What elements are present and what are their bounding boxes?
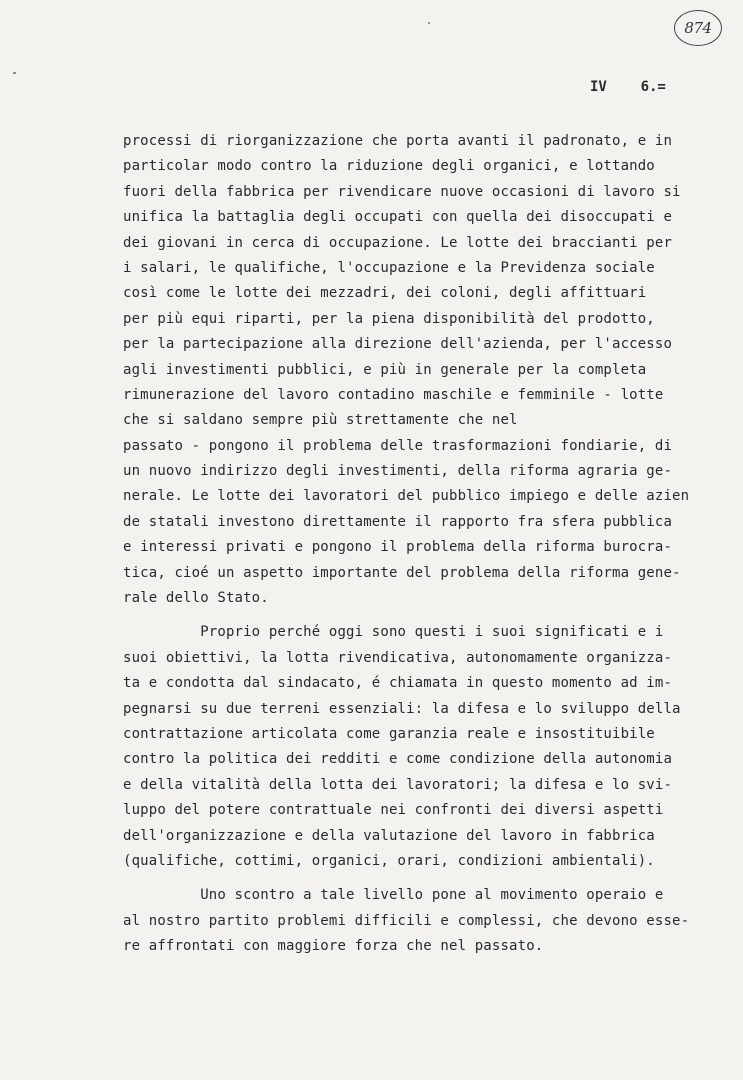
text-line: fuori della fabbrica per rivendicare nuove occasioni di lavoro si	[123, 183, 681, 200]
text-line: i salari, le qualifiche, l'occupazione e la Previdenza sociale	[123, 259, 655, 276]
text-line: contro la politica dei redditi e come condizione della autonomia	[123, 751, 673, 768]
text-line: pegnarsi su due terreni essenziali: la difesa e lo sviluppo della	[123, 700, 681, 717]
text-line: che si saldano sempre più strettamente che nel	[123, 412, 518, 429]
text-line: rimunerazione del lavoro contadino maschile e femminile - lotte	[123, 386, 664, 403]
text-line: re affrontati con maggiore forza che nel passato.	[123, 938, 544, 955]
scan-speck	[428, 22, 430, 24]
text-line: agli investimenti pubblici, e più in generale per la completa	[123, 361, 647, 378]
text-line: per più equi riparti, per la piena disponibilità del prodotto,	[123, 310, 655, 327]
text-line: nerale. Le lotte dei lavoratori del pubblico impiego e delle azien	[123, 488, 690, 505]
text-line: suoi obiettivi, la lotta rivendicativa, autonomamente organizza-	[123, 649, 673, 666]
text-line: tica, cioé un aspetto importante del problema della riforma gene-	[123, 564, 681, 581]
paragraph-gap	[123, 611, 713, 620]
text-line: rale dello Stato.	[123, 590, 269, 607]
text-line: un nuovo indirizzo degli investimenti, della riforma agraria ge-	[123, 463, 673, 480]
text-line: processi di riorganizzazione che porta avanti il padronato, e in	[123, 133, 673, 149]
text-line: particolar modo contro la riduzione degli organici, e lottando	[123, 158, 655, 175]
text-line: Uno scontro a tale livello pone al movimento operaio e	[123, 887, 664, 904]
text-line: Proprio perché oggi sono questi i suoi significati e i	[123, 624, 664, 641]
text-line: luppo del potere contrattuale nei confronti dei diversi aspetti	[123, 802, 664, 819]
text-line: unifica la battaglia degli occupati con quella dei disoccupati e	[123, 209, 673, 226]
text-line: ta e condotta dal sindacato, é chiamata in questo momento ad im-	[123, 675, 673, 692]
text-line: passato - pongono il problema delle trasformazioni fondiarie, di	[123, 437, 673, 454]
text-line: così come le lotte dei mezzadri, dei coloni, degli affittuari	[123, 285, 647, 302]
paragraph-gap	[123, 874, 713, 883]
text-line: per la partecipazione alla direzione dell'azienda, per l'accesso	[123, 336, 673, 353]
document-body	[123, 129, 713, 960]
scan-speck	[13, 72, 16, 74]
text-line: dei giovani in cerca di occupazione. Le lotte dei braccianti per	[123, 234, 673, 251]
text-line: al nostro partito problemi difficili e complessi, che devono esse-	[123, 912, 690, 929]
text-line: e della vitalità della lotta dei lavoratori; la difesa e lo svi-	[123, 776, 673, 793]
text-line: (qualifiche, cottimi, organici, orari, condizioni ambientali).	[123, 852, 655, 869]
text-line: e interessi privati e pongono il problema della riforma burocra-	[123, 539, 673, 556]
text-line: de statali investono direttamente il rapporto fra sfera pubblica	[123, 513, 673, 530]
text-line: dell'organizzazione e della valutazione del lavoro in fabbrica	[123, 827, 655, 844]
text-line: contrattazione articolata come garanzia reale e insostituibile	[123, 725, 655, 742]
archive-stamp: 874	[674, 10, 722, 46]
page-number-header: IV 6.=	[590, 79, 666, 95]
